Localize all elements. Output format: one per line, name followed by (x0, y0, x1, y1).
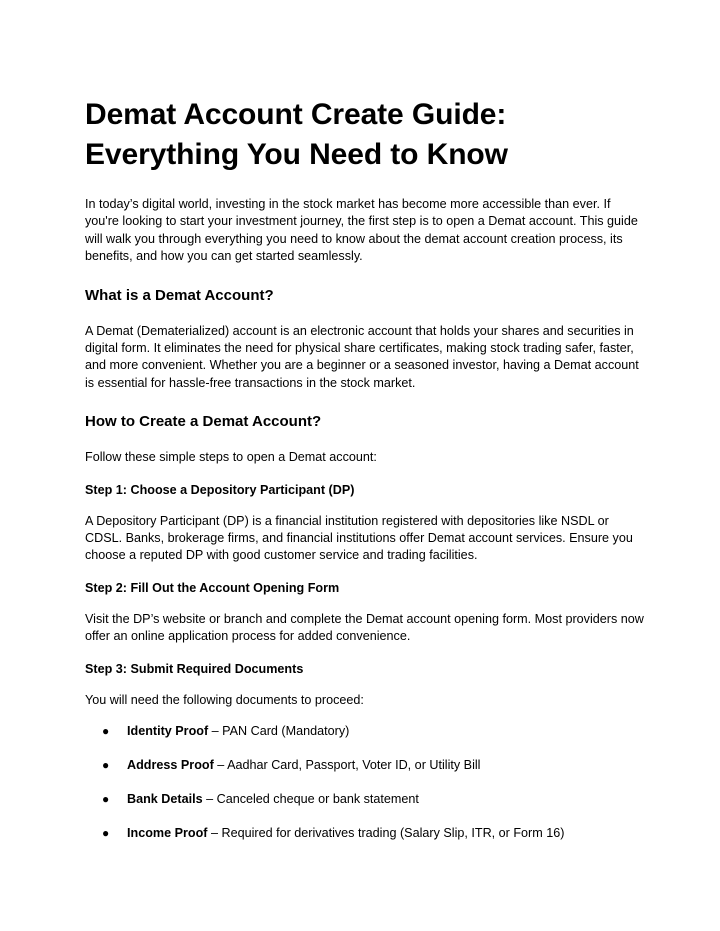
bullet-icon: ● (102, 724, 110, 739)
document-page (85, 95, 645, 859)
list-item (85, 791, 645, 808)
documents-list (85, 723, 645, 842)
bullet-icon: ● (102, 758, 110, 773)
title-line-2: Everything You Need to Know (85, 138, 508, 171)
document-name: Address Proof (127, 758, 214, 773)
what-is-paragraph: A Demat (Dematerialized) account is an electronic account that holds your shares and securities in digital form. It eliminates the need for physical share certificates, making stock trading safer, faster, and more convenient. Whether you are a beginner or a seasoned investor, having a Demat account is essential for hassle-free transactions in the stock market. (85, 323, 639, 390)
how-to-lead: Follow these simple steps to open a Demat account: (85, 450, 377, 465)
list-item (85, 825, 645, 842)
document-detail: – Required for derivatives trading (Salary Slip, ITR, or Form 16) (207, 826, 565, 841)
title-line-1: Demat Account Create Guide: (85, 98, 507, 131)
document-name: Bank Details (127, 792, 203, 807)
document-name: Income Proof (127, 826, 208, 841)
bullet-icon: ● (102, 826, 110, 841)
document-name: Identity Proof (127, 724, 209, 739)
intro-paragraph: In today’s digital world, investing in the stock market has become more accessible than ever. If you're looking to start your investment journey, the first step is to open a Demat account. This guide will walk you through everything you need to know about the demat account creation process, its benefits, and how you can get started seamlessly. (85, 197, 638, 264)
step-2-heading: Step 2: Fill Out the Account Opening Form (85, 580, 340, 595)
section-heading-how-to: How to Create a Demat Account? (85, 413, 322, 431)
list-item (85, 757, 645, 774)
step-3-paragraph: You will need the following documents to proceed: (85, 692, 364, 707)
step-2-paragraph: Visit the DP’s website or branch and complete the Demat account opening form. Most providers now offer an online application process for added convenience. (85, 611, 644, 644)
step-1-heading: Step 1: Choose a Depository Participant (DP) (85, 482, 355, 497)
step-3-heading: Step 3: Submit Required Documents (85, 661, 304, 676)
document-detail: – Aadhar Card, Passport, Voter ID, or Utility Bill (213, 758, 481, 773)
step-1-paragraph: A Depository Participant (DP) is a financial institution registered with depositories like NSDL or CDSL. Banks, brokerage firms, and financial institutions offer Demat account services. Ensure you choose a reputed DP with good customer service and trading facilities. (85, 513, 633, 563)
document-title (85, 95, 645, 175)
section-heading-what-is: What is a Demat Account? (85, 286, 274, 304)
list-item (85, 723, 645, 740)
document-detail: – PAN Card (Mandatory) (208, 724, 350, 739)
document-detail: – Canceled cheque or bank statement (202, 792, 419, 807)
bullet-icon: ● (102, 792, 110, 807)
